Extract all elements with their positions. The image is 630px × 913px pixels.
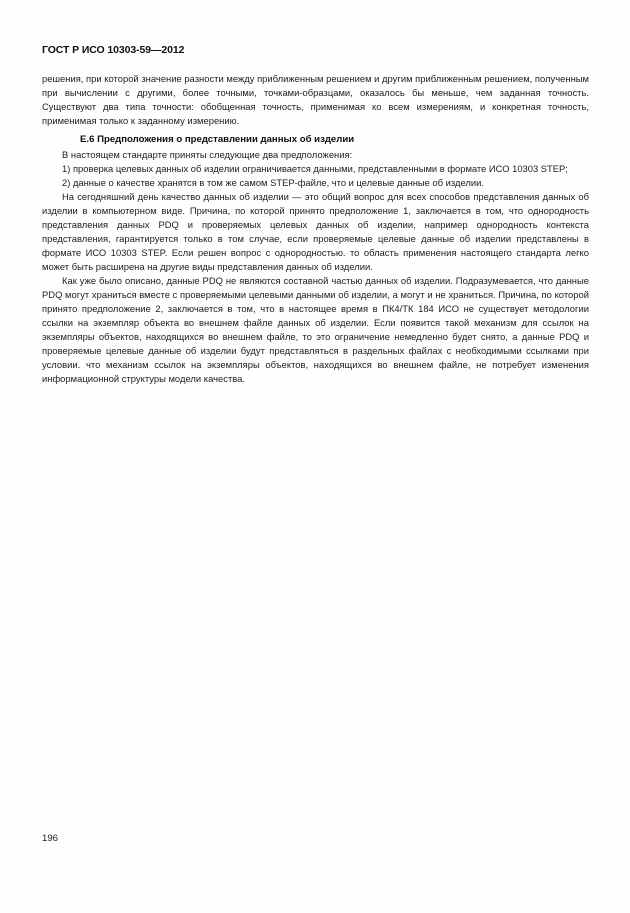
section-heading-e6: Е.6 Предположения о представлении данных об изделии — [80, 134, 355, 145]
page-number: 196 — [42, 833, 59, 844]
running-header: ГОСТ Р ИСО 10303-59—2012 — [42, 44, 185, 56]
paragraph-assumption-2-rationale: Как уже было описано, данные PDQ не являются составной частью данных об изделии. Подразумевается, что данные PDQ могут храниться вместе с проверяемыми целевыми данными об изделии, а могут и не храниться. Причина, по которой принято предположение 2, заключается в том, что в настоящее время в ПК4/ТК 184 ИСО не существует методологии ссылки на экземпляр объекта во внешнем файле данных об изделии. Если появится такой механизм для ссылок на экземпляры объектов, находящихся во внешнем файле, то это ограничение немедленно будет снято, а данные PDQ и проверяемые целевые данные об изделии будут представляться в раздельных файлах с необходимыми ссылками при условии. что механизм ссылок на экземпляры объектов, находящихся во внешнем файле, не потребует изменения информационной структуры модели качества. — [42, 275, 589, 384]
paragraph-continuation: решения, при которой значение разности между приближенным решением и другим приближенным решением, полученным при вычислении с другими, более точными, точками-образцами, оказалось бы меньше, чем заданная точность. Существуют два типа точности: обобщенная точность, применимая ко всем измерениям, и конкретная точность, применимая только к заданному измерению. — [42, 73, 589, 126]
paragraph-assumptions-intro: В настоящем стандарте приняты следующие два предположения: — [62, 149, 353, 160]
paragraph-assumption-1-rationale: На сегодняшний день качество данных об изделии — это общий вопрос для всех способов представления данных об изделии в компьютерном виде. Причина, по которой принято предположение 1, заключается в том, что однородность представления данных PDQ и проверяемых целевых данных об изделии, например однородность контекста представления, гарантируется только в том случае, если проверяемые целевые данные об изделии представлены в формате ИСО 10303 STEP. Если решен вопрос с однородностью. то область применения настоящего стандарта легко может быть расширена на другие виды представления данных об изделии. — [42, 191, 589, 272]
list-item-1: 1) проверка целевых данных об изделии ограничивается данными, представленными в формате ИСО 10303 STEP; — [62, 163, 568, 174]
list-item-2: 2) данные о качестве хранятся в том же самом STEP-файле, что и целевые данные об изделии. — [62, 177, 484, 188]
page-body-text — [42, 72, 589, 386]
